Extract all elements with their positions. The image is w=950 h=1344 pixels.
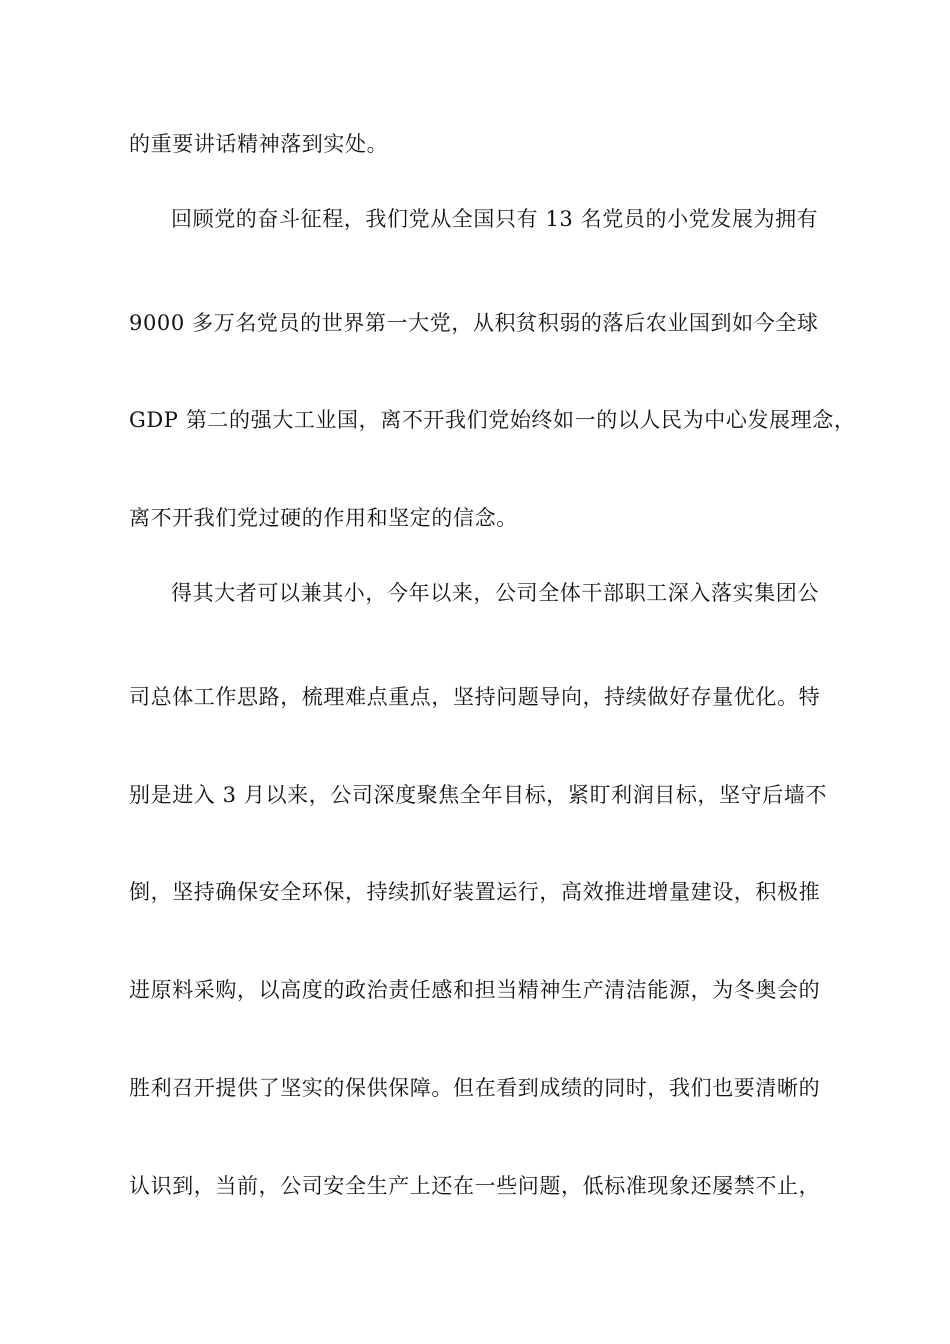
text-line: 的重要讲话精神落到实处。	[129, 132, 389, 156]
text-line: 回顾党的奋斗征程，我们党从全国只有 13 名党员的小党发展为拥有	[171, 207, 819, 231]
text-line: 倒，坚持确保安全环保，持续抓好装置运行，高效推进增量建设，积极推	[129, 880, 821, 904]
text-line: 司总体工作思路，梳理难点重点，坚持问题导向，持续做好存量优化。特	[129, 685, 821, 709]
text-line: 进原料采购，以高度的政治责任感和担当精神生产清洁能源，为冬奥会的	[129, 978, 821, 1002]
text-line: GDP 第二的强大工业国，离不开我们党始终如一的以人民为中心发展理念，	[129, 408, 856, 432]
text-line: 别是进入 3 月以来，公司深度聚焦全年目标，紧盯利润目标，坚守后墙不	[129, 783, 828, 807]
text-line: 得其大者可以兼其小，今年以来，公司全体干部职工深入落实集团公	[171, 581, 819, 605]
text-line: 9000 多万名党员的世界第一大党，从积贫积弱的落后农业国到如今全球	[129, 311, 819, 335]
text-line: 认识到，当前，公司安全生产上还在一些问题，低标准现象还屡禁不止，	[129, 1174, 821, 1198]
text-line: 胜利召开提供了坚实的保供保障。但在看到成绩的同时，我们也要清晰的	[129, 1076, 821, 1100]
text-line: 离不开我们党过硬的作用和坚定的信念。	[129, 506, 518, 530]
